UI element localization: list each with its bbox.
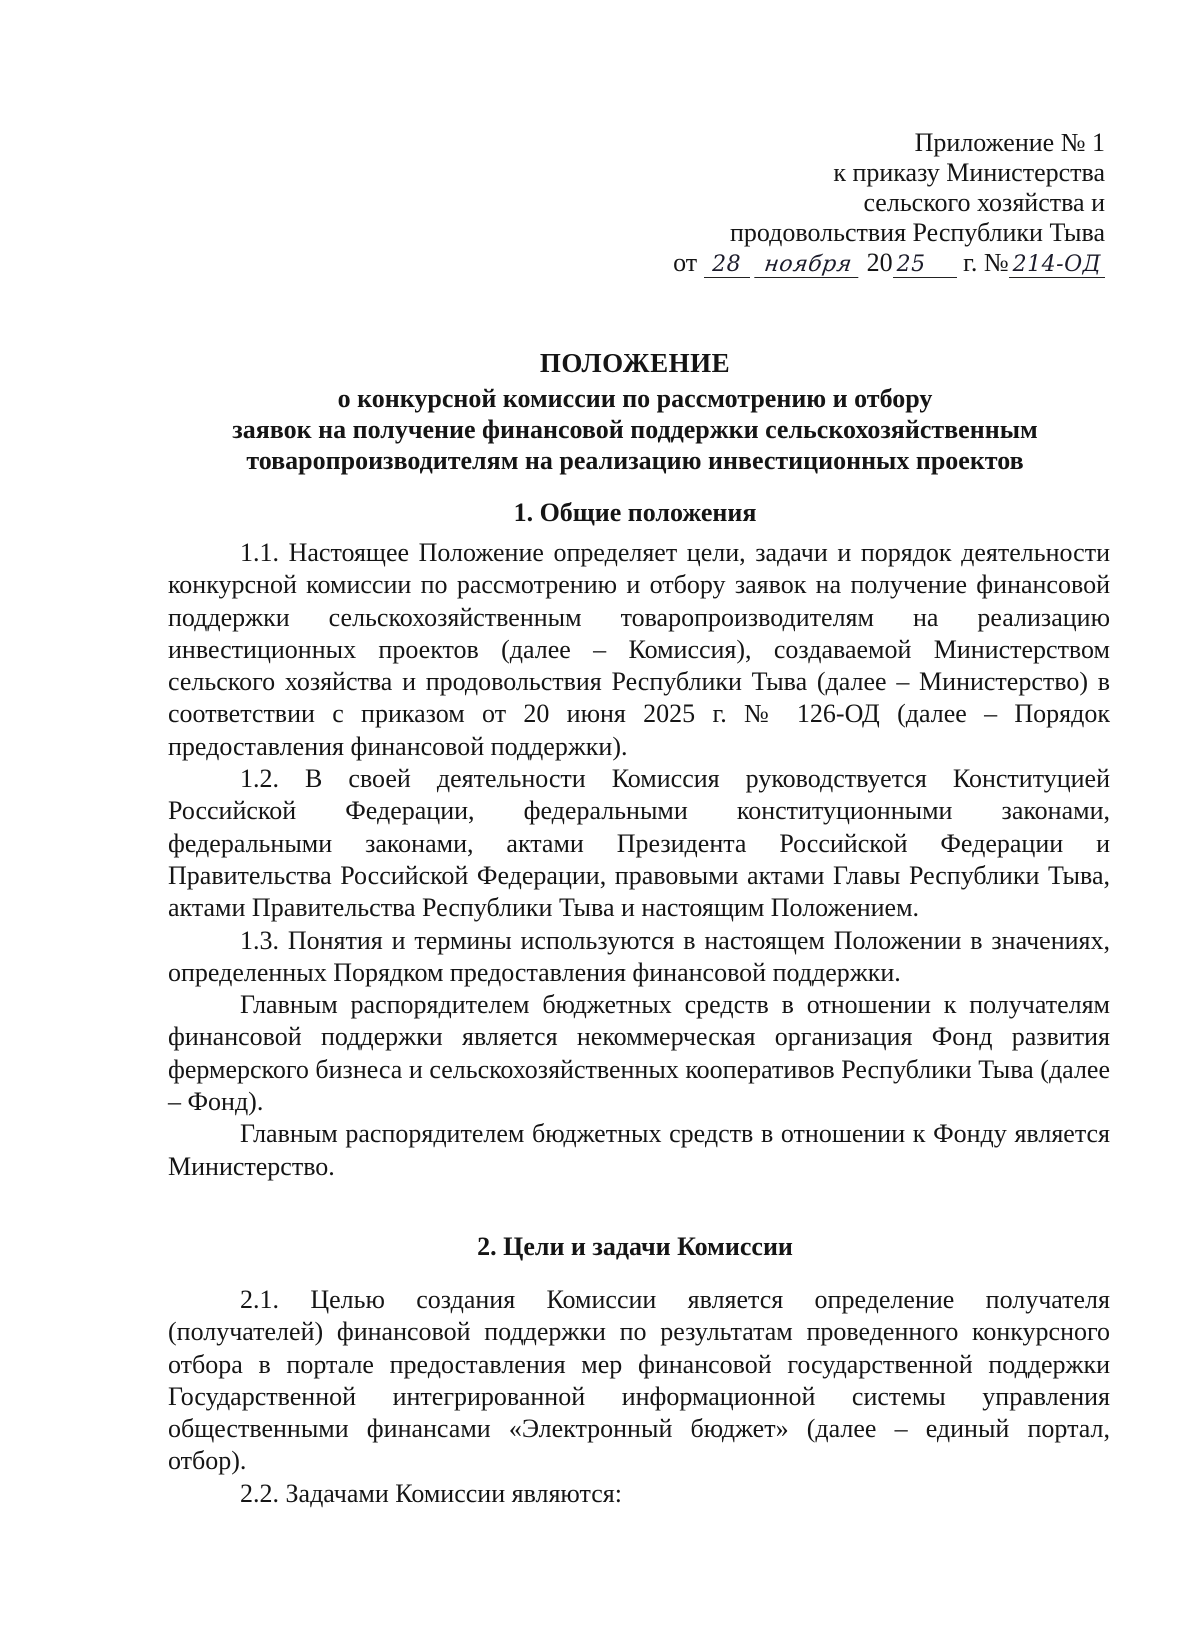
- appendix-order-ref: к приказу Министерства: [833, 158, 1105, 187]
- handwritten-month: ноября: [754, 253, 862, 278]
- appendix-ministry-line-2: продовольствия Республики Тыва: [730, 218, 1105, 247]
- handwritten-day: 28: [704, 253, 750, 278]
- appendix-date-line: [673, 248, 1105, 278]
- appendix-ministry-line: сельского хозяйства и: [863, 188, 1105, 217]
- handwritten-year: 25: [893, 253, 957, 278]
- paragraph-1-3-fund: Главным распорядителем бюджетных средств в отношении к получателям финансовой поддержки является некоммерческая организация Фонд развития фермерского бизнеса и сельскохозяйственных кооперативов Республики Тыва (далее – Фонд).: [168, 990, 1110, 1117]
- date-prefix: от: [673, 248, 698, 277]
- section-2-body: [168, 1284, 1110, 1510]
- paragraph-2-1: 2.1. Целью создания Комиссии является определение получателя (получателей) финансовой поддержки по результатам проведенного конкурсного отбора в портале предоставления мер финансовой государственной поддержки Государственной интегрированной информационной системы управления общественными финансами «Электронный бюджет» (далее – единый портал, отбор).: [168, 1285, 1110, 1476]
- section-1-heading: 1. Общие положения: [513, 498, 757, 527]
- paragraph-1-3-ministry: Главным распорядителем бюджетных средств в отношении к Фонду является Министерство.: [168, 1119, 1110, 1181]
- title-line-2: заявок на получение финансовой поддержки сельскохозяйственным: [232, 415, 1038, 444]
- paragraph-1-2: 1.2. В своей деятельности Комиссия руководствуется Конституцией Российской Федерации, федеральными конституционными законами, федеральными законами, актами Президента Российской Федерации и Правительства Российской Федерации, правовыми актами Главы Республики Тыва, актами Правительства Республики Тыва и настоящим Положением.: [168, 764, 1110, 923]
- title-main: ПОЛОЖЕНИЕ: [539, 348, 731, 378]
- year-prefix: 20: [866, 248, 893, 277]
- paragraph-1-3: 1.3. Понятия и термины используются в настоящем Положении в значениях, определенных Порядком предоставления финансовой поддержки.: [168, 925, 1110, 987]
- section-1-body: [168, 537, 1110, 1183]
- section-2-heading: 2. Цели и задачи Комиссии: [477, 1232, 793, 1261]
- paragraph-2-2: 2.2. Задачами Комиссии являются:: [240, 1478, 622, 1508]
- title-line-3: товаропроизводителям на реализацию инвестиционных проектов: [246, 446, 1024, 475]
- appendix-header: [673, 128, 1105, 278]
- handwritten-order-number: 214-ОД: [1009, 253, 1105, 278]
- number-prefix: г. №: [963, 248, 1009, 277]
- document-title: [160, 348, 1110, 476]
- appendix-number: Приложение № 1: [914, 128, 1105, 157]
- paragraph-1-1: 1.1. Настоящее Положение определяет цели, задачи и порядок деятельности конкурсной комиссии по рассмотрению и отбору заявок на получение финансовой поддержки сельскохозяйственным товаропроизводителям на реализацию инвестиционных проектов (далее – Комиссия), создаваемой Министерством сельского хозяйства и продовольствия Республики Тыва (далее – Министерство) в соответствии с приказом от 20 июня 2025 г. № 126-ОД (далее – Порядок предоставления финансовой поддержки).: [168, 538, 1110, 761]
- title-line-1: о конкурсной комиссии по рассмотрению и отбору: [337, 384, 933, 413]
